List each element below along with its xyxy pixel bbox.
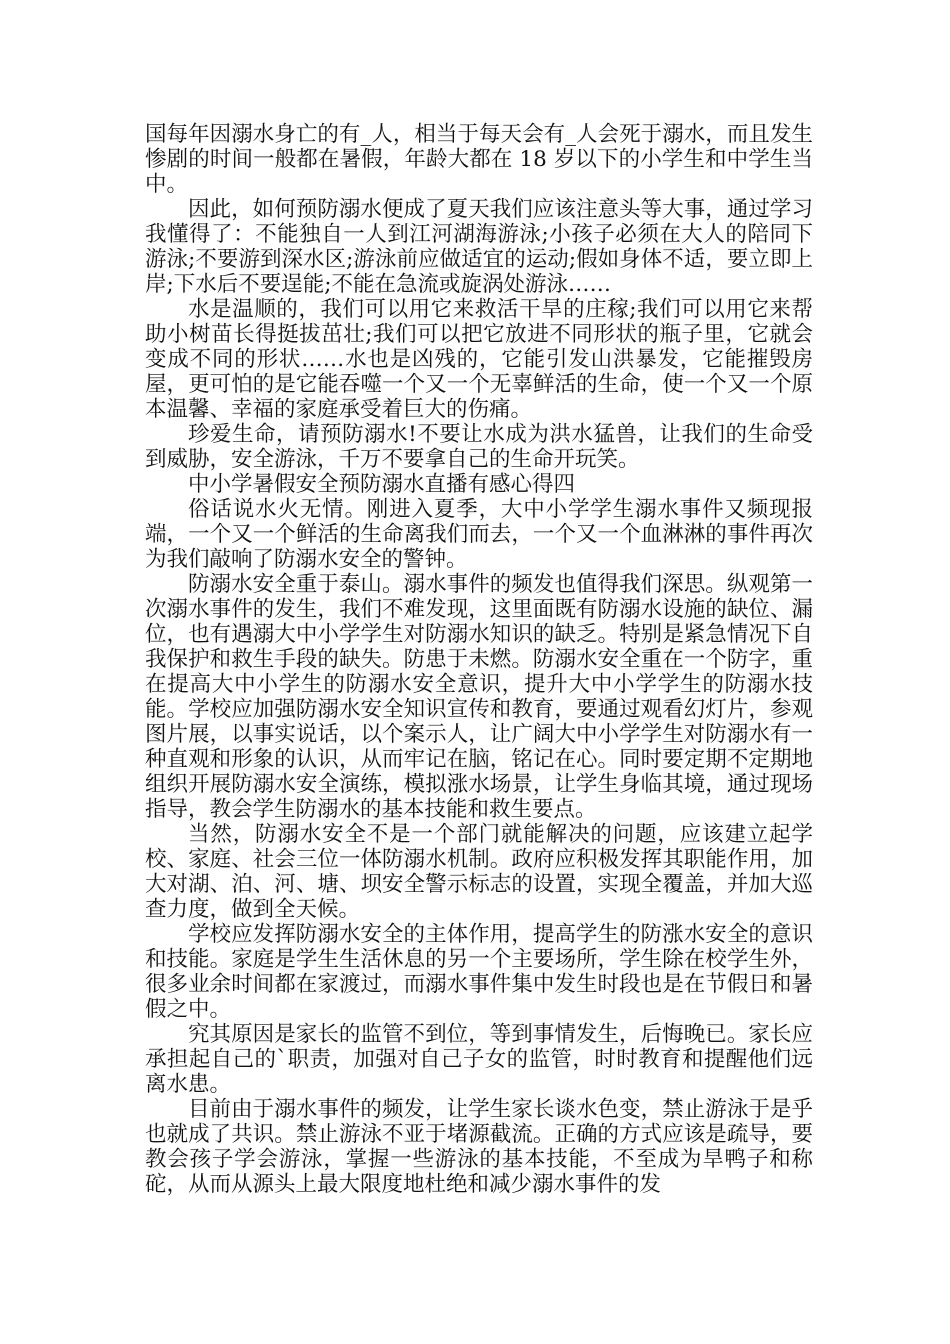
section-heading: 中小学暑假安全预防溺水直播有感心得四 — [188, 472, 576, 497]
paragraph-cherish-life: 珍爱生命，请预防溺水!不要让水成为洪水猛兽，让我们的生命受到威胁，安全游泳，千万不要拿自己的生命开玩笑。 — [145, 422, 813, 472]
paragraph-swimming-skills: 目前由于溺水事件的频发，让学生家长谈水色变，禁止游泳于是乎也就成了共识。禁止游泳不亚于堵源截流。正确的方式应该是疏导，要教会孩子学会游泳，掌握一些游泳的基本技能，不至成为旱鸭子和称砣，从而从源头上最大限度地杜绝和减少溺水事件的发 — [145, 1097, 813, 1197]
paragraph-continuation: 国每年因溺水身亡的有_人，相当于每天会有_人会死于溺水，而且发生惨剧的时间一般都在暑假，年龄大都在 18 岁以下的小学生和中学生当中。 — [145, 122, 813, 197]
paragraph-nature-of-water: 水是温顺的，我们可以用它来救活干旱的庄稼;我们可以用它来帮助小树苗长得挺拔茁壮;我们可以把它放进不同形状的瓶子里，它就会变成不同的形状……水也是凶残的，它能引发山洪暴发，它能摧毁房屋，更可怕的是它能吞噬一个又一个无辜鲜活的生命，使一个又一个原本温馨、幸福的家庭承受着巨大的伤痛。 — [145, 297, 813, 422]
document-body — [145, 122, 813, 1197]
paragraph-parent-role: 究其原因是家长的监管不到位，等到事情发生，后悔晚已。家长应承担起自己的`职责，加强对自己子女的监管，时时教育和提醒他们远离水患。 — [145, 1022, 813, 1097]
paragraph-safety-education: 防溺水安全重于泰山。溺水事件的频发也值得我们深思。纵观第一次溺水事件的发生，我们不难发现，这里面既有防溺水设施的缺位、漏位，也有遇溺大中小学学生对防溺水知识的缺乏。特别是紧急情况下自我保护和救生手段的缺失。防患于未燃。防溺水安全重在一个防字，重在提高大中小学生的防溺水安全意识，提升大中小学学生的防溺水技能。学校应加强防溺水安全知识宣传和教育，要通过观看幻灯片，参观图片展，以事实说话，以个案示人，让广阔大中小学学生对防溺水有一种直观和形象的认识，从而牢记在脑，铭记在心。同时要定期不定期地组织开展防溺水安全演练，模拟涨水场景，让学生身临其境，通过现场指导，教会学生防溺水的基本技能和救生要点。 — [145, 572, 813, 822]
paragraph-intro: 俗话说水火无情。刚进入夏季，大中小学学生溺水事件又频现报端，一个又一个鲜活的生命离我们而去，一个又一个血淋淋的事件再次为我们敲响了防溺水安全的警钟。 — [145, 497, 813, 572]
paragraph-school-role: 学校应发挥防溺水安全的主体作用，提高学生的防涨水安全的意识和技能。家庭是学生生活休息的另一个主要场所，学生除在校学生外，很多业余时间都在家渡过，而溺水事件集中发生时段也是在节假日和暑假之中。 — [145, 922, 813, 1022]
paragraph-mechanism: 当然，防溺水安全不是一个部门就能解决的问题，应该建立起学校、家庭、社会三位一体防溺水机制。政府应积极发挥其职能作用，加大对湖、泊、河、塘、坝安全警示标志的设置，实现全覆盖，并加大巡查力度，做到全天候。 — [145, 822, 813, 922]
paragraph-prevention-rules: 因此，如何预防溺水便成了夏天我们应该注意头等大事，通过学习我懂得了：不能独自一人到江河湖海游泳;小孩子必须在大人的陪同下游泳;不要游到深水区;游泳前应做适宜的运动;假如身体不适，要立即上岸;下水后不要逞能;不能在急流或旋涡处游泳…… — [145, 197, 813, 297]
